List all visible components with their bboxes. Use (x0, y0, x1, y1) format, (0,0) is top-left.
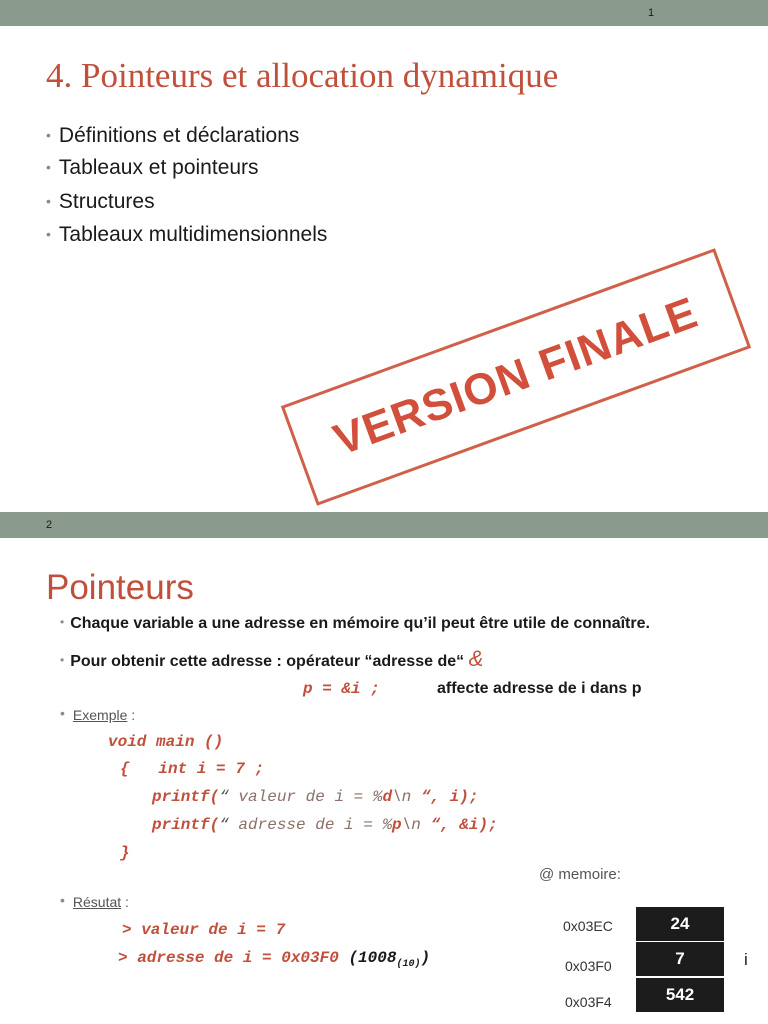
memory-cell-2: 542 (636, 978, 724, 1012)
assign-code: p = &i ; (303, 680, 380, 698)
memory-cell-0: 24 (636, 907, 724, 941)
bullet-dot-icon: • (46, 226, 51, 242)
code-line-2: { int i = 7 ; (120, 760, 265, 778)
bullet-dot-icon: • (60, 615, 65, 629)
example-label: • Exemple : (60, 705, 136, 723)
bullet-dot-icon: • (46, 127, 51, 143)
bullet-dot-icon: • (46, 193, 51, 209)
result-label: • Résutat : (60, 892, 129, 910)
bullet-dot-icon: • (46, 159, 51, 175)
code-line-1: void main () (108, 733, 224, 751)
slide2-title: Pointeurs (46, 568, 194, 607)
memory-label: @ memoire: (539, 866, 621, 883)
list-item: • Tableaux multidimensionnels (46, 223, 328, 246)
ampersand-operator: & (468, 646, 484, 671)
slide1-page-number: 1 (648, 7, 655, 19)
version-finale-stamp (281, 248, 751, 506)
list-item: • Structures (46, 190, 155, 213)
result-line-1: > valeur de i = 7 (122, 921, 286, 939)
code-line-3: printf(“ valeur de i = %d\n “, i); (152, 788, 479, 806)
result-line-2: > adresse de i = 0x03F0 $(1008_{(10)})$ (118, 949, 431, 971)
code-line-5: } (120, 844, 130, 862)
memory-cell-1: 7 (636, 942, 724, 976)
list-item: • Définitions et déclarations (46, 124, 300, 147)
slide1-title: 4. Pointeurs et allocation dynamique (46, 56, 559, 95)
assign-note: affecte adresse de i dans p (437, 680, 642, 697)
list-item: • Tableaux et pointeurs (46, 156, 259, 179)
bullet-dot-icon: • (60, 705, 65, 721)
slide2-page-number: 2 (46, 519, 53, 531)
variable-i-label: i (744, 950, 748, 969)
code-line-4: printf(“ adresse de i = %p\n “, &i); (152, 816, 498, 834)
bullet-dot-icon: • (60, 653, 65, 667)
slide2-header-bar (0, 512, 768, 538)
bullet-variable-address: • Chaque variable a une adresse en mémoire qu’il peut être utile de connaître. (60, 615, 650, 632)
stamp-text: VERSION FINALE (327, 287, 705, 466)
bullet-address-operator: • Pour obtenir cette adresse : opérateur “adresse de“ & (60, 646, 484, 671)
memory-address-1: 0x03F0 (565, 958, 612, 974)
memory-address-2: 0x03F4 (565, 994, 612, 1010)
bullet-dot-icon: • (60, 892, 65, 908)
memory-address-0: 0x03EC (563, 918, 613, 934)
